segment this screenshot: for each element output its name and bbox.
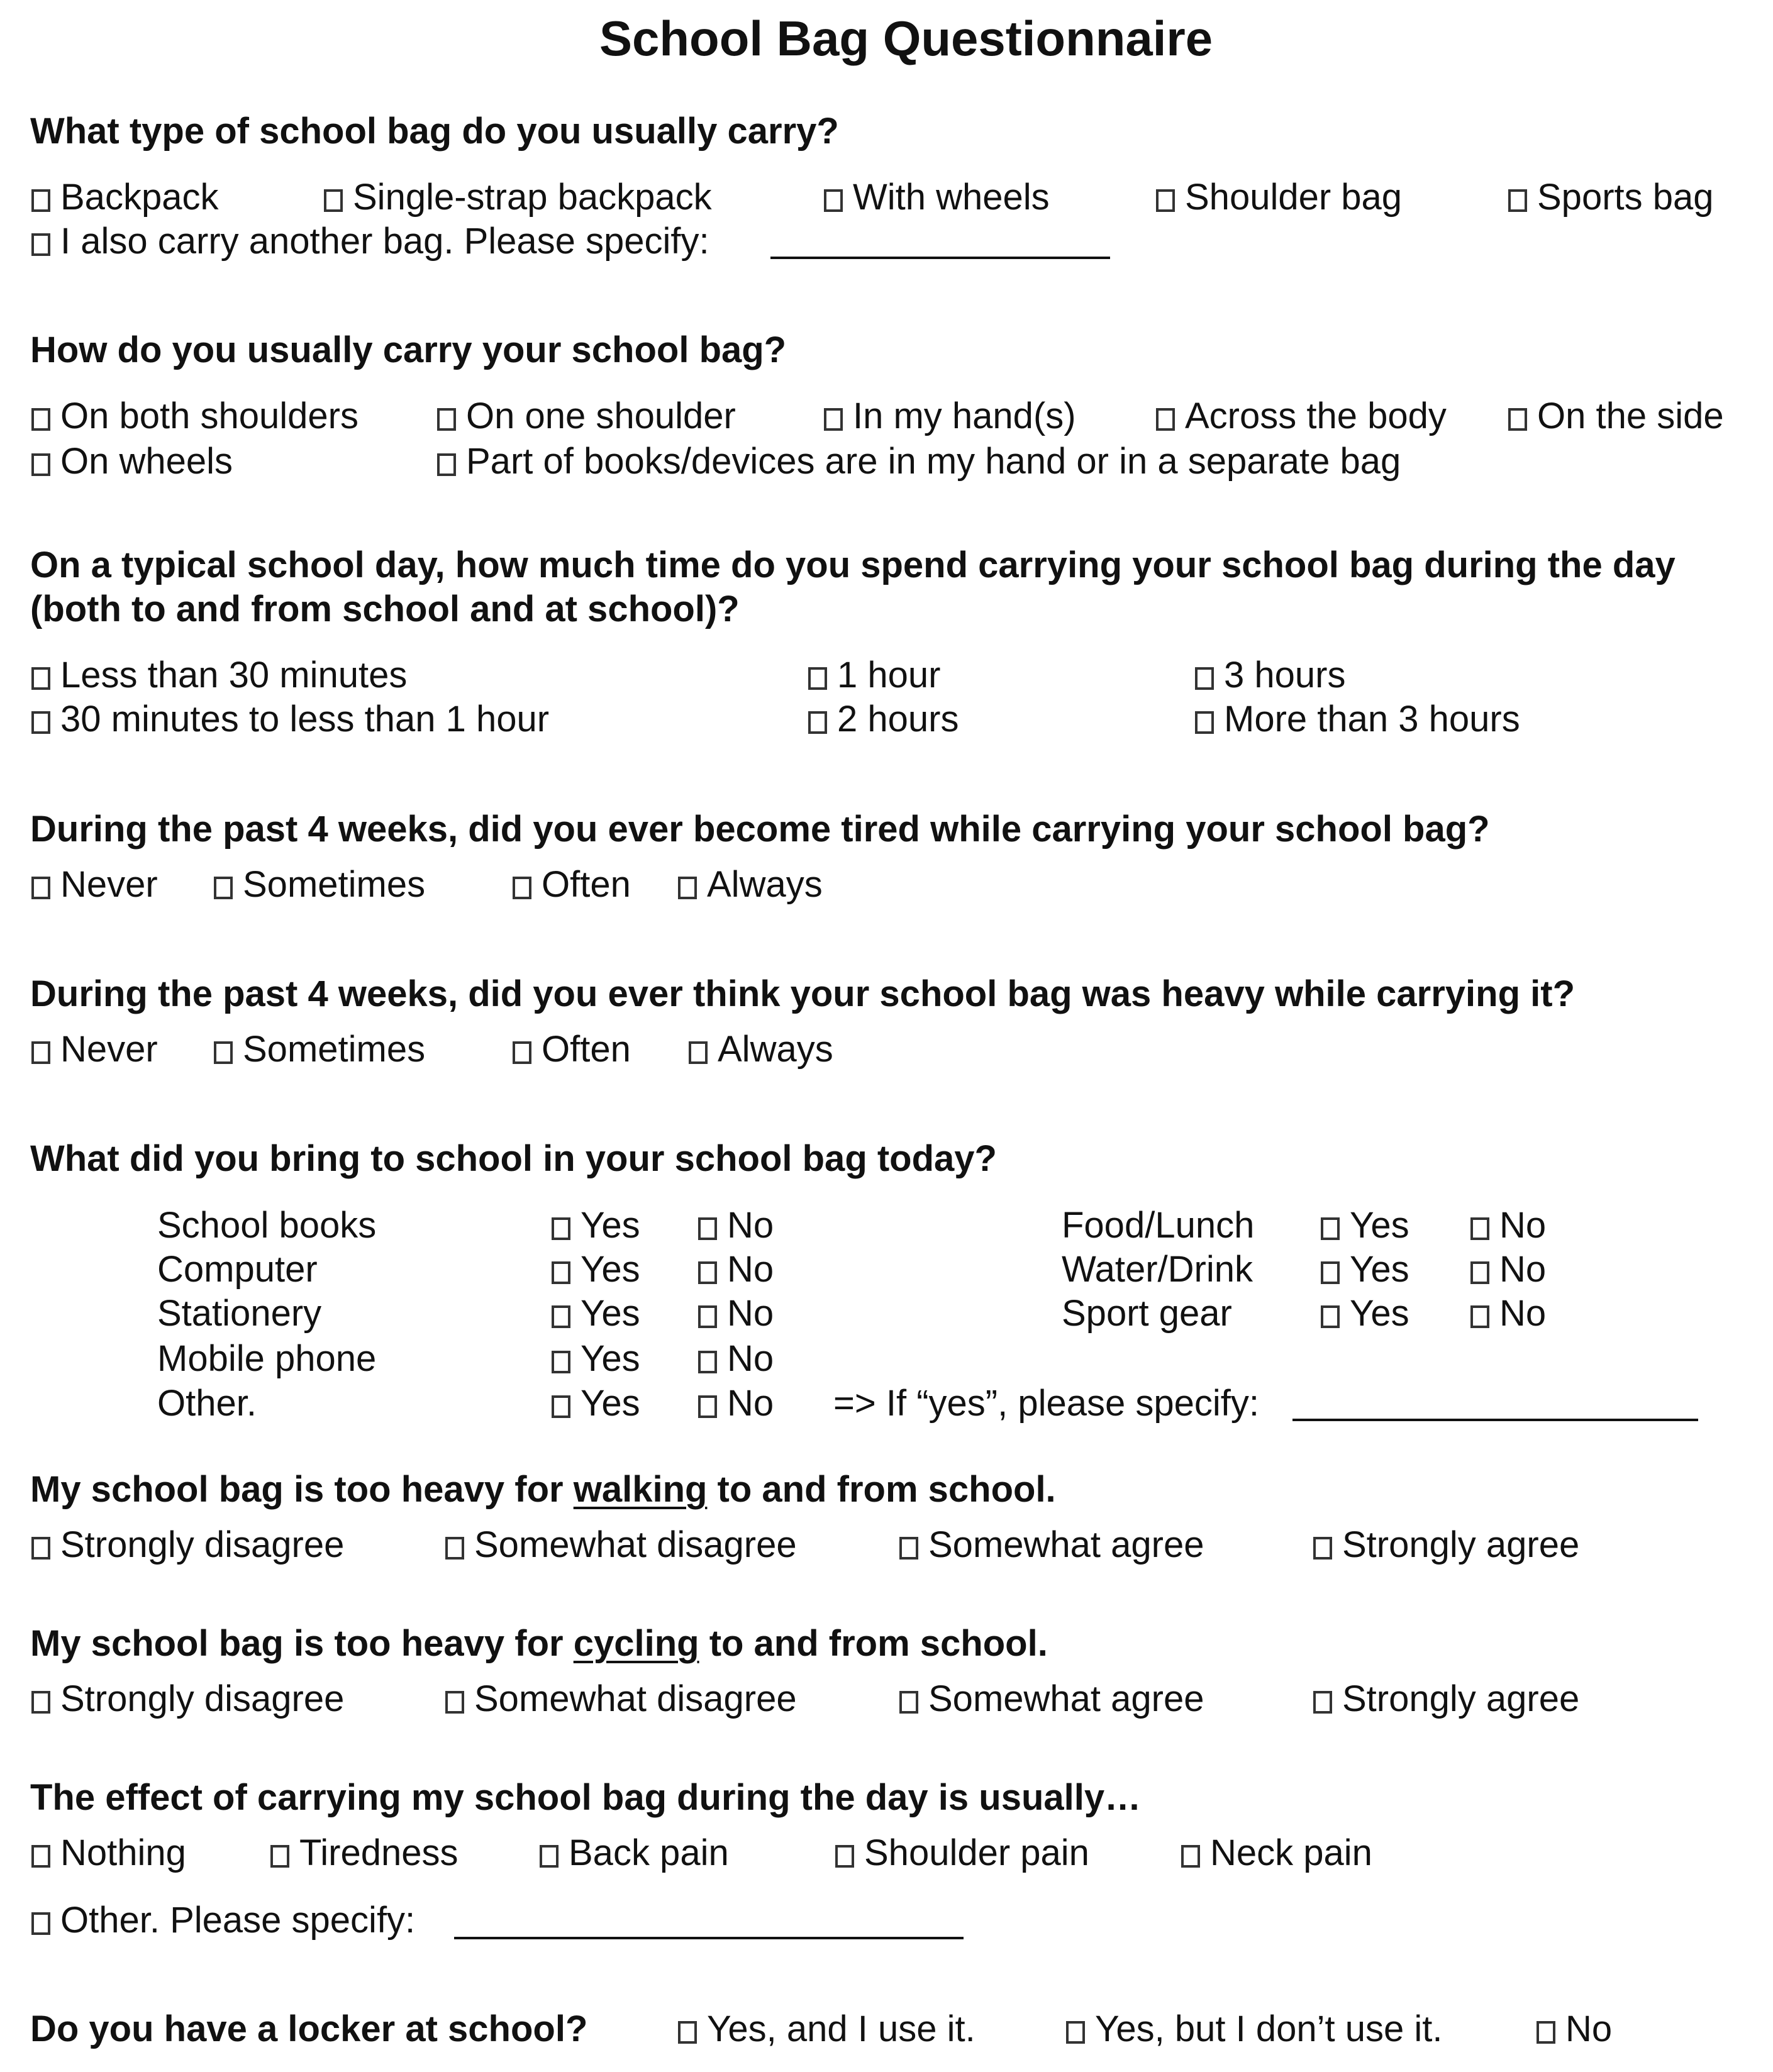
q6-item-mobile-phone: Mobile phone: [157, 1338, 377, 1379]
q2-option-across-body[interactable]: Across the body: [1156, 398, 1447, 435]
q7-option-somewhat-disagree[interactable]: Somewhat disagree: [445, 1527, 797, 1563]
q6-other-no[interactable]: No: [698, 1385, 774, 1422]
q5-option-sometimes[interactable]: Sometimes: [214, 1031, 425, 1068]
q9-option-other[interactable]: Other. Please specify:: [31, 1902, 415, 1939]
q9-option-neck-pain[interactable]: Neck pain: [1181, 1835, 1372, 1871]
q7-option-strongly-agree[interactable]: Strongly agree: [1313, 1527, 1579, 1563]
q3-option-2h[interactable]: 2 hours: [808, 701, 959, 738]
q10-question: Do you have a locker at school?: [30, 2008, 588, 2049]
q9-question: The effect of carrying my school bag during the day is usually…: [30, 1777, 1142, 1818]
q1-option-wheels[interactable]: With wheels: [824, 179, 1050, 216]
q2-option-side[interactable]: On the side: [1508, 398, 1724, 435]
q7-option-strongly-disagree[interactable]: Strongly disagree: [31, 1527, 344, 1563]
q6-item-food-lunch: Food/Lunch: [1062, 1205, 1255, 1246]
q4-option-often[interactable]: Often: [513, 867, 631, 903]
q6-item-stationery: Stationery: [157, 1293, 322, 1334]
q3-question-line2: (both to and from school and at school)?: [30, 589, 740, 629]
q8-question-suffix: to and from school.: [699, 1623, 1048, 1664]
q8-option-somewhat-disagree[interactable]: Somewhat disagree: [445, 1681, 797, 1717]
q9-option-nothing[interactable]: Nothing: [31, 1835, 186, 1871]
q8-question: [30, 1623, 1048, 1664]
q6-item-school-books: School books: [157, 1205, 377, 1246]
q10-option-yes-dont-use[interactable]: Yes, but I don’t use it.: [1066, 2011, 1442, 2047]
q1-option-shoulder-bag[interactable]: Shoulder bag: [1156, 179, 1402, 216]
q4-option-always[interactable]: Always: [678, 867, 823, 903]
q7-question-suffix: to and from school.: [707, 1469, 1056, 1510]
q3-question-line1: On a typical school day, how much time do you spend carrying your school bag during the day: [30, 545, 1676, 585]
q2-option-separate-bag[interactable]: Part of books/devices are in my hand or in a separate bag: [437, 443, 1401, 480]
q5-option-often[interactable]: Often: [513, 1031, 631, 1068]
q7-option-somewhat-agree[interactable]: Somewhat agree: [899, 1527, 1204, 1563]
q1-option-sports-bag[interactable]: Sports bag: [1508, 179, 1714, 216]
q6-sport-gear-yes[interactable]: Yes: [1321, 1295, 1409, 1332]
q1-option-single-strap[interactable]: Single-strap backpack: [324, 179, 712, 216]
q6-water-drink-no[interactable]: No: [1470, 1251, 1546, 1288]
q4-question: During the past 4 weeks, did you ever become tired while carrying your school bag?: [30, 809, 1490, 850]
q9-option-shoulder-pain[interactable]: Shoulder pain: [835, 1835, 1089, 1871]
q2-option-both-shoulders[interactable]: On both shoulders: [31, 398, 358, 435]
q8-question-emphasis: cycling: [573, 1623, 699, 1664]
q2-question: How do you usually carry your school bag?: [30, 330, 787, 370]
q6-item-computer: Computer: [157, 1249, 318, 1290]
q3-option-more-3h[interactable]: More than 3 hours: [1195, 701, 1520, 738]
q3-option-3h[interactable]: 3 hours: [1195, 657, 1345, 694]
q5-option-always[interactable]: Always: [689, 1031, 833, 1068]
q6-stationery-yes[interactable]: Yes: [552, 1295, 640, 1332]
q9-specify-field[interactable]: [454, 1937, 964, 1939]
q1-option-other[interactable]: I also carry another bag. Please specify:: [31, 223, 709, 260]
q8-question-prefix: My school bag is too heavy for: [30, 1623, 574, 1664]
page-title: School Bag Questionnaire: [599, 11, 1213, 66]
q4-option-never[interactable]: Never: [31, 867, 158, 903]
q6-food-lunch-yes[interactable]: Yes: [1321, 1207, 1409, 1244]
q6-school-books-yes[interactable]: Yes: [552, 1207, 640, 1244]
q6-mobile-phone-yes[interactable]: Yes: [552, 1341, 640, 1377]
q6-specify-label: => If “yes”, please specify:: [833, 1383, 1259, 1424]
q1-option-backpack[interactable]: Backpack: [31, 179, 218, 216]
q3-option-less-30[interactable]: Less than 30 minutes: [31, 657, 407, 694]
q2-option-hands[interactable]: In my hand(s): [824, 398, 1076, 435]
q6-other-yes[interactable]: Yes: [552, 1385, 640, 1422]
q6-specify-field[interactable]: [1292, 1419, 1698, 1421]
q6-school-books-no[interactable]: No: [698, 1207, 774, 1244]
q6-item-sport-gear: Sport gear: [1062, 1293, 1232, 1334]
q9-option-tiredness[interactable]: Tiredness: [270, 1835, 459, 1871]
q6-computer-no[interactable]: No: [698, 1251, 774, 1288]
q8-option-strongly-disagree[interactable]: Strongly disagree: [31, 1681, 344, 1717]
q3-option-30-to-1h[interactable]: 30 minutes to less than 1 hour: [31, 701, 549, 738]
q6-water-drink-yes[interactable]: Yes: [1321, 1251, 1409, 1288]
q6-mobile-phone-no[interactable]: No: [698, 1341, 774, 1377]
q7-question: [30, 1471, 1056, 1508]
q10-option-no[interactable]: No: [1537, 2011, 1612, 2047]
q5-question: During the past 4 weeks, did you ever think your school bag was heavy while carrying it?: [30, 973, 1575, 1014]
q2-option-wheels[interactable]: On wheels: [31, 443, 233, 480]
q10-option-yes-use[interactable]: Yes, and I use it.: [678, 2011, 975, 2047]
q6-stationery-no[interactable]: No: [698, 1295, 774, 1332]
q8-option-strongly-agree[interactable]: Strongly agree: [1313, 1681, 1579, 1717]
q6-sport-gear-no[interactable]: No: [1470, 1295, 1546, 1332]
q6-computer-yes[interactable]: Yes: [552, 1251, 640, 1288]
q4-option-sometimes[interactable]: Sometimes: [214, 867, 425, 903]
q8-option-somewhat-agree[interactable]: Somewhat agree: [899, 1681, 1204, 1717]
q6-item-water-drink: Water/Drink: [1062, 1249, 1253, 1290]
q6-item-other: Other.: [157, 1383, 257, 1424]
q5-option-never[interactable]: Never: [31, 1031, 158, 1068]
q1-specify-field[interactable]: [770, 257, 1110, 259]
q7-question-emphasis: walking: [573, 1469, 708, 1510]
q1-question: What type of school bag do you usually carry?: [30, 111, 839, 152]
q6-food-lunch-no[interactable]: No: [1470, 1207, 1546, 1244]
q9-option-back-pain[interactable]: Back pain: [540, 1835, 729, 1871]
q3-option-1h[interactable]: 1 hour: [808, 657, 940, 694]
q2-option-one-shoulder[interactable]: On one shoulder: [437, 398, 736, 435]
q7-question-prefix: My school bag is too heavy for: [30, 1469, 574, 1510]
q6-question: What did you bring to school in your school bag today?: [30, 1138, 997, 1179]
